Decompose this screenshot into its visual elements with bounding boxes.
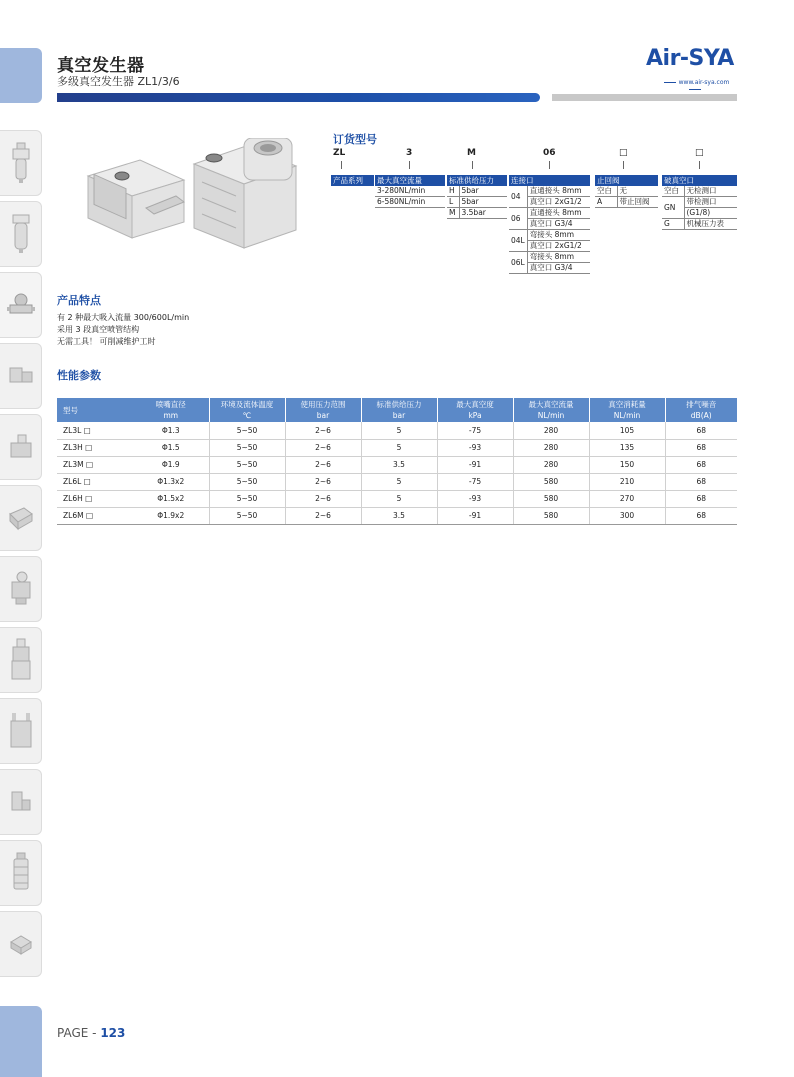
order-check-valve-desc: 无 [617, 186, 658, 197]
code-breaker: □ [695, 148, 704, 158]
model-cell: ZL6L □ [57, 473, 133, 490]
table-cell: 280 [513, 439, 589, 456]
order-pressure-code: M [447, 208, 459, 219]
order-check-valve-block [595, 175, 658, 208]
table-cell: 2~6 [285, 473, 361, 490]
col-header [665, 398, 737, 422]
table-cell: Φ1.9 [133, 456, 209, 473]
gripper-icon [7, 930, 35, 958]
table-cell: 2~6 [285, 507, 361, 524]
table-cell: 5~50 [209, 456, 285, 473]
order-port-code: 06L [509, 252, 527, 274]
table-cell: 5~50 [209, 473, 285, 490]
product-image [84, 138, 306, 270]
cylinder-icon [6, 504, 36, 532]
col-header-unit: ℃ [242, 411, 252, 420]
col-header [513, 398, 589, 422]
col-header [209, 398, 285, 422]
ordering-heading: 订货型号 [333, 133, 377, 146]
table-cell: 68 [665, 439, 737, 456]
col-header-label: 使用压力范围 [300, 400, 346, 409]
order-port-desc: 真空口 G3/4 [527, 219, 590, 230]
order-series-header: 产品系列 [331, 175, 374, 186]
table-cell: 105 [589, 422, 665, 439]
order-breaker-desc: 无检测口 [684, 186, 737, 197]
features-heading: 产品特点 [57, 294, 101, 307]
col-header-label: 排气噪音 [686, 400, 717, 409]
filter-icon [10, 212, 32, 256]
col-header [361, 398, 437, 422]
order-port-code: 06 [509, 208, 527, 230]
order-port-desc: 直通接头 8mm [527, 186, 590, 197]
order-pressure-value: 5bar [459, 197, 507, 208]
feature-line: 有 2 种最大吸入流量 300/600L/min [57, 313, 190, 322]
table-cell: 2~6 [285, 422, 361, 439]
order-pressure-value: 5bar [459, 186, 507, 197]
model-cell: ZL6M □ [57, 507, 133, 524]
table-cell: 3.5 [361, 456, 437, 473]
side-tab-filter[interactable] [0, 201, 42, 267]
side-tab-fitting[interactable] [0, 343, 42, 409]
order-check-valve-header: 止回阀 [595, 175, 658, 186]
table-cell: Φ1.3 [133, 422, 209, 439]
order-pressure-code: L [447, 197, 459, 208]
brand-logo: Air-SYA [646, 46, 734, 71]
order-breaker-header: 破真空口 [662, 175, 737, 186]
order-port-desc: 真空口 G3/4 [527, 263, 590, 274]
table-cell: 300 [589, 507, 665, 524]
order-check-valve-code: 空白 [595, 186, 617, 197]
col-header [589, 398, 665, 422]
col-header-label: 最大真空度 [456, 400, 494, 409]
table-row [57, 422, 737, 439]
table-cell: 280 [513, 422, 589, 439]
table-cell: 580 [513, 490, 589, 507]
table-cell: 5 [361, 473, 437, 490]
order-pressure-code: H [447, 186, 459, 197]
col-header-label: 标准供给压力 [376, 400, 422, 409]
order-breaker-code: G [662, 219, 684, 230]
model-cell: ZL6H □ [57, 490, 133, 507]
page-label: PAGE - [57, 1026, 101, 1040]
table-cell: 580 [513, 473, 589, 490]
performance-heading: 性能参数 [57, 369, 101, 382]
table-cell: -91 [437, 507, 513, 524]
order-flow-value: 3-280NL/min [375, 186, 445, 197]
model-cell: ZL3M □ [57, 456, 133, 473]
table-cell: 280 [513, 456, 589, 473]
table-cell: -75 [437, 422, 513, 439]
code-tick [623, 161, 624, 169]
order-breaker-desc: 带检测口 [684, 197, 737, 208]
actuator-icon [6, 569, 36, 609]
table-row [57, 490, 737, 507]
order-port-code: 04 [509, 186, 527, 208]
table-cell: 150 [589, 456, 665, 473]
table-cell: 5 [361, 439, 437, 456]
table-cell: Φ1.5x2 [133, 490, 209, 507]
silencer-icon [11, 851, 31, 895]
clamp-icon [8, 711, 34, 751]
table-cell: 5 [361, 422, 437, 439]
page-footer [57, 1026, 125, 1040]
side-tab-filter-regulator[interactable] [0, 130, 42, 196]
table-cell: 2~6 [285, 490, 361, 507]
side-tab-clamp[interactable] [0, 698, 42, 764]
side-tab-cylinder[interactable] [0, 485, 42, 551]
code-tick [472, 161, 473, 169]
col-header-unit: dB(A) [690, 411, 712, 420]
col-header-unit: NL/min [537, 411, 565, 420]
valve-icon [6, 432, 36, 462]
header-bar-grey [552, 94, 737, 101]
order-pressure-block [447, 175, 507, 219]
order-breaker-block [662, 175, 737, 230]
table-cell: 5~50 [209, 490, 285, 507]
filter-regulator-icon [10, 141, 32, 185]
order-breaker-code: 空白 [662, 186, 684, 197]
table-cell: -91 [437, 456, 513, 473]
col-header [133, 398, 209, 422]
table-cell: 5~50 [209, 439, 285, 456]
col-header-unit: mm [163, 411, 179, 420]
table-cell: Φ1.5 [133, 439, 209, 456]
code-port: 06 [543, 148, 556, 158]
table-cell: -93 [437, 490, 513, 507]
order-port-header: 连接口 [509, 175, 590, 186]
table-cell: 68 [665, 490, 737, 507]
table-row [57, 456, 737, 473]
model-cell: ZL3L □ [57, 422, 133, 439]
side-tab-gripper[interactable] [0, 911, 42, 977]
code-series: ZL [333, 148, 346, 158]
col-header-label: 最大真空流量 [528, 400, 574, 409]
order-breaker-desc: 机械压力表 [684, 219, 737, 230]
performance-header-row [57, 398, 737, 422]
order-breaker-desc: (G1/8) [684, 208, 737, 219]
col-header-label: 型号 [63, 405, 78, 415]
fitting-icon [6, 364, 36, 388]
table-cell: -75 [437, 473, 513, 490]
feature-line: 无需工具！ 可削减维护工时 [57, 337, 156, 346]
order-pressure-value: 3.5bar [459, 208, 507, 219]
side-tab-cylinder-block[interactable] [0, 627, 42, 693]
side-tab-actuator[interactable] [0, 556, 42, 622]
col-header-label: 喷嘴直径 [155, 400, 186, 409]
order-port-block [509, 175, 590, 274]
order-port-desc: 直通接头 8mm [527, 208, 590, 219]
side-tab-valve[interactable] [0, 414, 42, 480]
col-header-unit: NL/min [613, 411, 641, 420]
side-tab-elbow-fitting[interactable] [0, 769, 42, 835]
col-header-unit: bar [316, 411, 330, 420]
code-pressure: M [467, 148, 476, 158]
col-header-unit: bar [392, 411, 406, 420]
header-bar-blue [57, 93, 540, 102]
table-cell: 68 [665, 422, 737, 439]
col-header-label: 真空消耗量 [608, 400, 646, 409]
feature-line: 采用 3 段真空喷管结构 [57, 325, 140, 334]
order-check-valve-desc: 带止回阀 [617, 197, 658, 208]
code-tick [341, 161, 342, 169]
table-cell: 270 [589, 490, 665, 507]
code-flow: 3 [406, 148, 413, 158]
code-tick [549, 161, 550, 169]
cylinder-block-icon [9, 637, 33, 683]
col-header [437, 398, 513, 422]
table-cell: 68 [665, 507, 737, 524]
performance-body [57, 422, 737, 524]
table-cell: -93 [437, 439, 513, 456]
code-tick [699, 161, 700, 169]
order-check-valve-code: A [595, 197, 617, 208]
brand-url: www.air-sya.com [652, 79, 738, 93]
col-header [57, 398, 133, 422]
features-list [57, 312, 189, 348]
table-cell: 3.5 [361, 507, 437, 524]
page-number: 123 [100, 1026, 126, 1040]
order-series-block [331, 175, 374, 186]
side-tab-top [0, 48, 42, 103]
vacuum-generator-icon [6, 290, 36, 320]
col-header [285, 398, 361, 422]
order-port-code: 04L [509, 230, 527, 252]
table-cell: 68 [665, 473, 737, 490]
table-cell: Φ1.9x2 [133, 507, 209, 524]
order-port-desc: 弯接头 8mm [527, 252, 590, 263]
table-cell: 5 [361, 490, 437, 507]
table-cell: Φ1.3x2 [133, 473, 209, 490]
table-cell: 580 [513, 507, 589, 524]
side-tab-silencer[interactable] [0, 840, 42, 906]
code-check-valve: □ [619, 148, 628, 158]
table-row [57, 439, 737, 456]
page-title: 真空发生器 [57, 56, 145, 76]
table-cell: 135 [589, 439, 665, 456]
order-port-desc: 弯接头 8mm [527, 230, 590, 241]
order-flow-value: 6-580NL/min [375, 197, 445, 208]
page-subtitle: 多级真空发生器 ZL1/3/6 [57, 75, 180, 88]
table-cell: 2~6 [285, 439, 361, 456]
table-row [57, 473, 737, 490]
table-row [57, 507, 737, 524]
table-cell: 68 [665, 456, 737, 473]
code-tick [409, 161, 410, 169]
table-cell: 210 [589, 473, 665, 490]
order-port-desc: 真空口 2xG1/2 [527, 241, 590, 252]
side-tab-bottom [0, 1006, 42, 1077]
table-cell: 2~6 [285, 456, 361, 473]
elbow-fitting-icon [8, 788, 34, 816]
order-port-desc: 真空口 2xG1/2 [527, 197, 590, 208]
order-flow-header: 最大真空流量 [375, 175, 445, 186]
order-breaker-code: GN [662, 197, 684, 219]
side-tab-vacuum-generator[interactable] [0, 272, 42, 338]
col-header-label: 环境及流体温度 [220, 400, 274, 409]
table-cell: 5~50 [209, 422, 285, 439]
col-header-unit: kPa [468, 411, 482, 420]
order-flow-block [375, 175, 445, 208]
order-pressure-header: 标准供给压力 [447, 175, 507, 186]
model-cell: ZL3H □ [57, 439, 133, 456]
performance-table [57, 398, 737, 525]
table-cell: 5~50 [209, 507, 285, 524]
